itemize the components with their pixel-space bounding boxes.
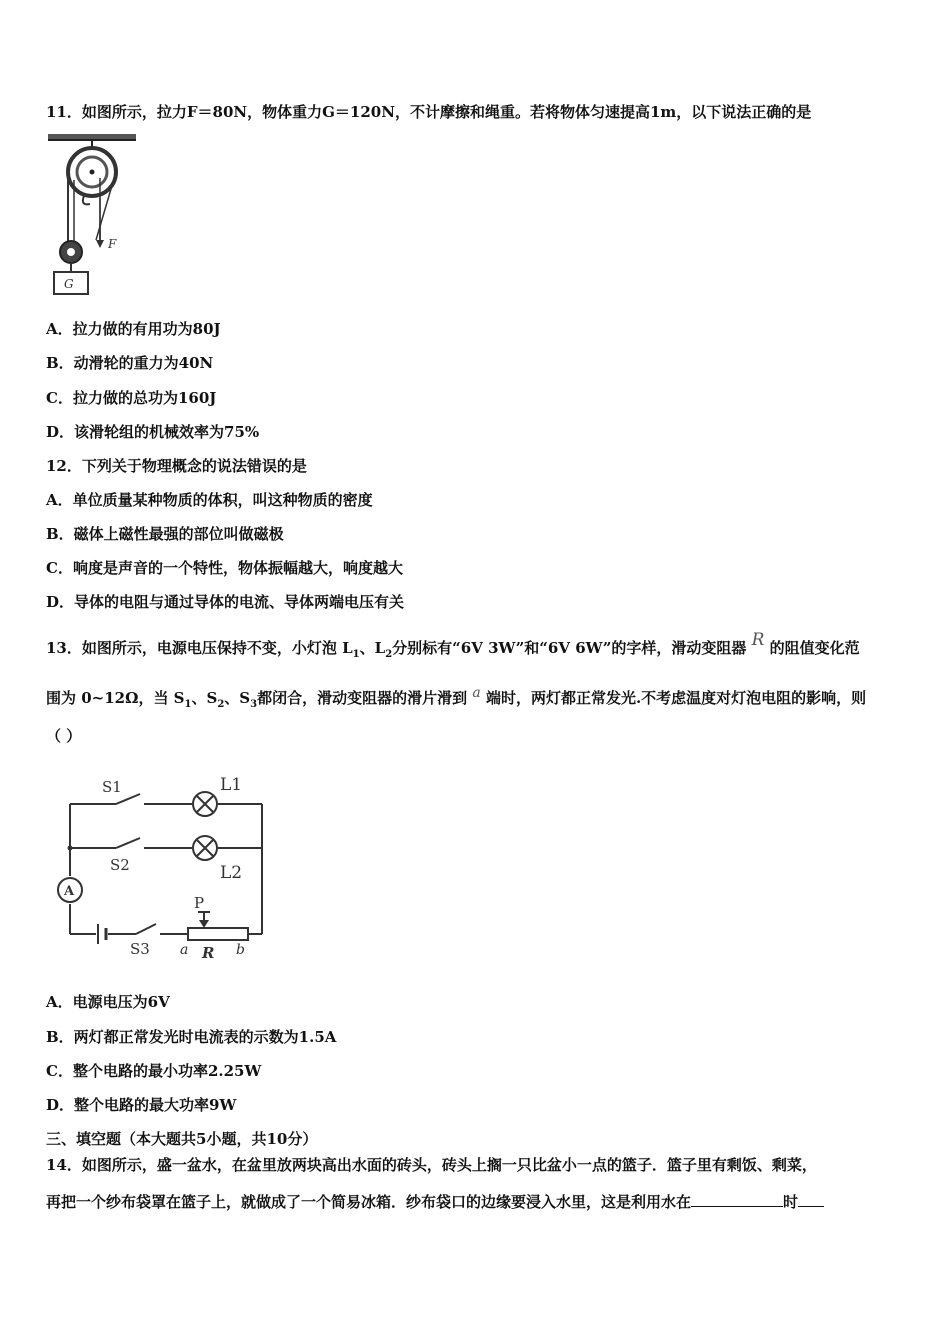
q11-option-c: C．拉力做的总功为160J: [46, 389, 217, 407]
q11-option-b: B．动滑轮的重力为40N: [46, 354, 214, 372]
q13-sub: 2: [385, 649, 393, 660]
q11-stem: 11．如图所示，拉力F＝80N，物体重力G＝120N，不计摩擦和绳重。若将物体匀速提高1m，以下说法正确的是: [46, 103, 812, 121]
q12-option-a: A．单位质量某种物质的体积，叫这种物质的密度: [46, 491, 373, 509]
q11-option-d: D．该滑轮组的机械效率为75%: [46, 423, 260, 441]
q13-text: 端时，两灯都正常发光.不考虑温度对灯泡电阻的影响，则: [485, 689, 867, 707]
label-s2: S2: [110, 856, 130, 874]
q13-text: 13．如图所示，电源电压保持不变，小灯泡 L: [46, 639, 353, 657]
label-b: b: [236, 942, 245, 958]
q13-text: 、L: [359, 639, 386, 657]
q13-text: 分别标有“6V 3W”和“6V 6W”的字样，滑动变阻器: [392, 639, 747, 657]
q13-text: 的阻值变化范: [769, 639, 860, 657]
slider-arrow-icon: [199, 920, 209, 928]
label-s1: S1: [102, 778, 122, 796]
q13-stem-line3: （ ）: [46, 727, 82, 745]
q13-option-a: A．电源电压为6V: [46, 993, 170, 1011]
label-p: P: [194, 894, 205, 912]
q13-text: 、S: [191, 689, 218, 707]
q14-text: 再把一个纱布袋罩在篮子上，就做成了一个简易冰箱．纱布袋口的边缘要浸入水里，这是利用水在: [46, 1193, 692, 1211]
label-r: R: [202, 944, 215, 962]
q13-stem-line2: [46, 685, 867, 715]
section-heading: 三、填空题（本大题共5小题，共10分）: [46, 1130, 318, 1148]
q12-option-b: B．磁体上磁性最强的部位叫做磁极: [46, 525, 284, 543]
q13-sub: 3: [250, 699, 258, 710]
symbol-r: R: [751, 630, 765, 650]
q12-option-c: C．响度是声音的一个特性，物体振幅越大，响度越大: [46, 559, 403, 577]
circuit-figure: [48, 764, 278, 968]
q13-option-b: B．两灯都正常发光时电流表的示数为1.5A: [46, 1028, 337, 1046]
label-l2: L2: [220, 863, 243, 883]
force-arrow-icon: [96, 240, 104, 248]
q13-sub: 1: [184, 699, 192, 710]
q12-stem: 12．下列关于物理概念的说法错误的是: [46, 457, 307, 475]
label-l1: L1: [220, 775, 243, 795]
q13-text: 围为 0~12Ω，当 S: [46, 689, 185, 707]
q14-line1: 14．如图所示，盛一盆水，在盆里放两块高出水面的砖头，砖头上搁一只比盆小一点的篮子．篮子里有剩饭、剩菜，: [46, 1156, 817, 1174]
pulley-figure: [44, 132, 144, 302]
answer-blank[interactable]: [798, 1192, 824, 1207]
q13-sub: 1: [352, 649, 360, 660]
q11-option-a: A．拉力做的有用功为80J: [46, 320, 221, 338]
q13-sub: 2: [217, 699, 225, 710]
q13-stem-line1: [46, 630, 860, 665]
symbol-a: a: [472, 685, 481, 701]
q13-option-d: D．整个电路的最大功率9W: [46, 1096, 237, 1114]
answer-blank[interactable]: [691, 1192, 783, 1207]
label-a: a: [180, 942, 189, 958]
rheostat-icon: [188, 928, 248, 940]
label-s3: S3: [130, 940, 150, 958]
force-label: F: [108, 237, 117, 251]
weight-label: G: [64, 277, 74, 291]
label-ammeter: A: [64, 884, 75, 899]
q13-text: 、S: [224, 689, 251, 707]
q14-text: 时: [783, 1193, 799, 1211]
q13-option-c: C．整个电路的最小功率2.25W: [46, 1062, 262, 1080]
q13-text: 都闭合，滑动变阻器的滑片滑到: [257, 689, 468, 707]
q12-option-d: D．导体的电阻与通过导体的电流、导体两端电压有关: [46, 593, 405, 611]
q14-line2: [46, 1192, 824, 1212]
